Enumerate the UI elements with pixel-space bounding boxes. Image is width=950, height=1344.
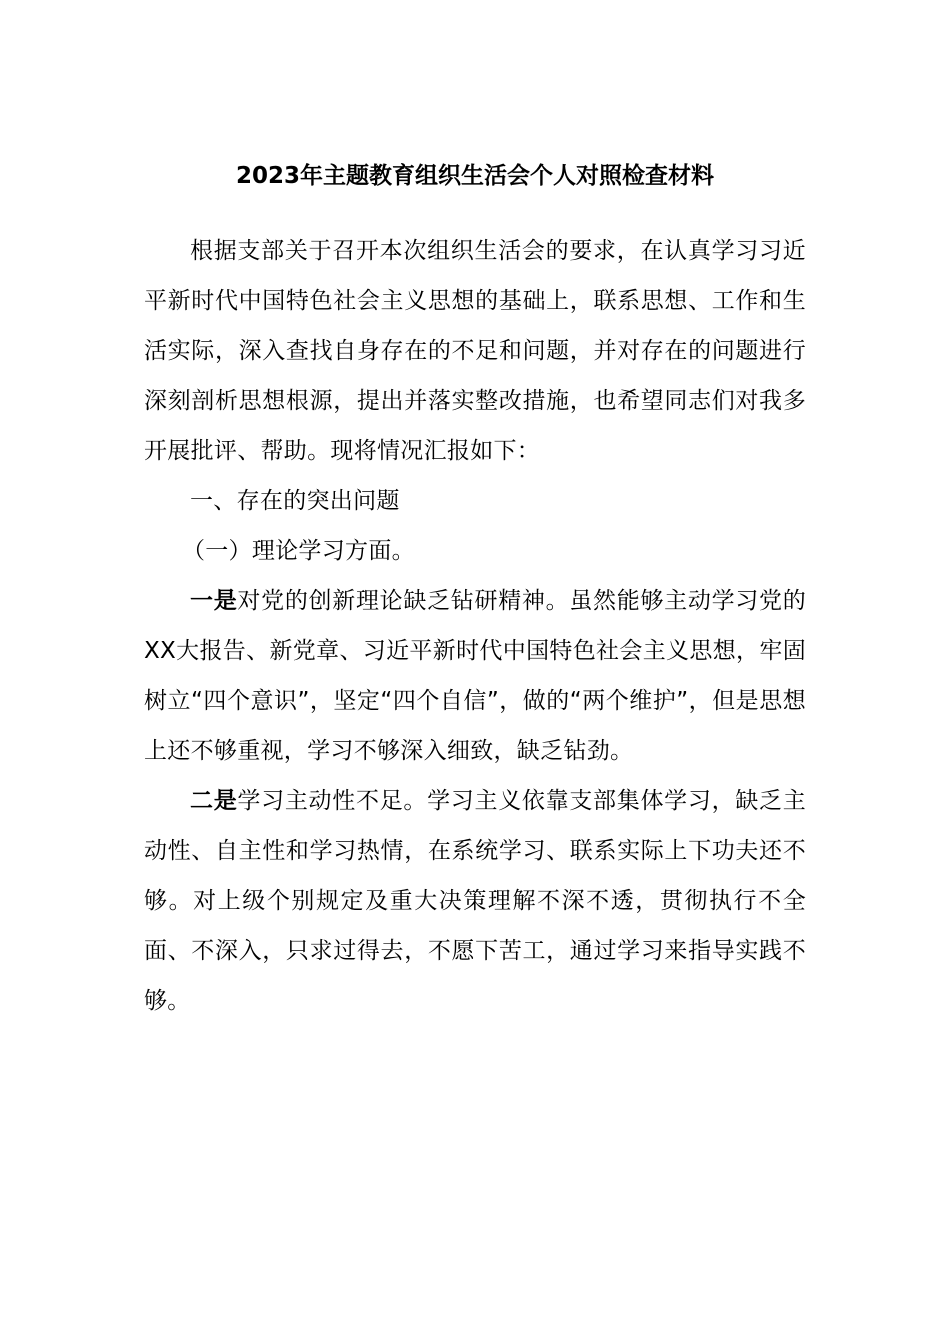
subsection-heading: （一）理论学习方面。	[181, 538, 415, 564]
point-text: 对党的创新理论缺乏钻研精神。虽然能够主动学习党的XX大报告、新党章、习近平新时代中国特色社会主义思想，牢固树立“四个意识”，坚定“四个自信”，做的“两个维护”，但是思想上还不够重视，学习不够深入细致，缺乏钻劲。	[144, 588, 806, 764]
point-lead: 一是	[190, 588, 238, 614]
point-paragraph	[144, 576, 806, 776]
point-lead: 二是	[190, 788, 238, 814]
point-text: 学习主动性不足。学习主义依靠支部集体学习，缺乏主动性、自主性和学习热情，在系统学习、联系实际上下功夫还不够。对上级个别规定及重大决策理解不深不透，贯彻执行不全面、不深入，只求过得去，不愿下苦工，通过学习来指导实践不够。	[144, 788, 806, 1014]
section-heading: 一、存在的突出问题	[190, 488, 400, 514]
point-paragraph	[144, 776, 806, 1026]
intro-paragraph: 根据支部关于召开本次组织生活会的要求，在认真学习习近平新时代中国特色社会主义思想的基础上，联系思想、工作和生活实际，深入查找自身存在的不足和问题，并对存在的问题进行深刻剖析思想根源，提出并落实整改措施，也希望同志们对我多开展批评、帮助。现将情况汇报如下：	[144, 238, 806, 464]
document-body	[144, 226, 806, 1026]
document-title: 2023年主题教育组织生活会个人对照检查材料	[235, 163, 714, 189]
